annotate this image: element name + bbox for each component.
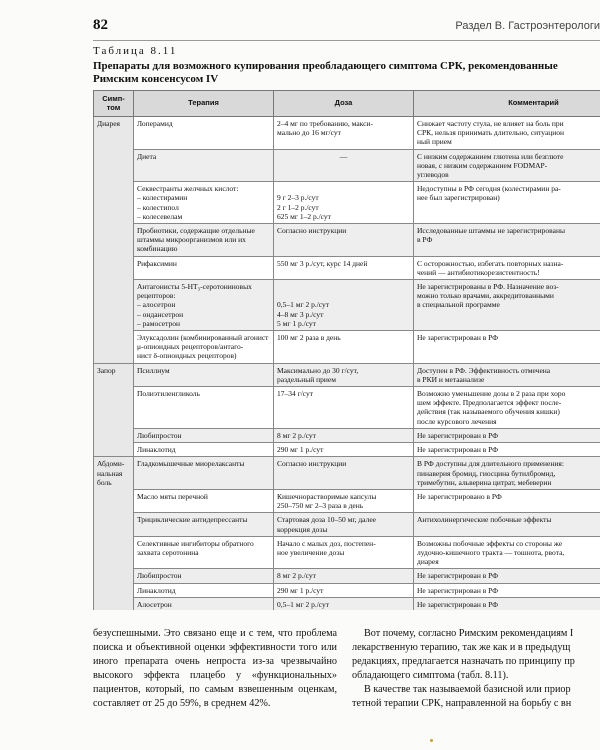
body-line: В качестве так называемой базисной или приор [364,684,571,695]
therapy-cell: Алосетрон [134,597,274,610]
comment-cell: Недоступны в РФ сегодня (колестирамин ра- нее был зарегистрирован) [414,182,600,224]
dose-cell: 17–34 г/сут [274,387,414,429]
therapy-cell: Антагонисты 5-HT₃-серотониновых рецепторов: – алосетрон – ондансетрон – рамосетрон [134,280,274,331]
table-row [94,513,600,536]
dose-cell: Стартовая доза 10–50 мг, далее коррекция дозы [274,513,414,536]
therapy-cell: Гладкомышечные миорелаксанты [134,457,274,490]
table-row [94,489,600,512]
therapy-cell: Диета [134,149,274,182]
comment-cell: Не зарегистрирован в РФ [414,583,600,597]
therapy-cell: Секвестранты желчных кислот: – колестирамин – колестипол – колесевелам [134,182,274,224]
table-body [94,117,600,611]
therapy-cell: Трициклические антидепрессанты [134,513,274,536]
table-row [94,457,600,490]
dose-cell: Максимально до 30 г/сут, раздельный прием [274,363,414,386]
table-row [94,331,600,364]
table-row [94,363,600,386]
comment-cell: Не зарегистрирован в РФ [414,428,600,442]
running-head: Раздел В. Гастроэнтерологи [455,20,600,32]
comment-cell: Не зарегистрирован в РФ [414,597,600,610]
table-row [94,536,600,569]
page-number: 82 [93,17,108,33]
symptom-cell: Абдоми- нальная боль [94,457,134,610]
header-rule [93,40,600,41]
comment-cell: Исследованные штаммы не зарегистрированы в РФ [414,224,600,257]
comment-cell: Не зарегистрирован в РФ [414,331,600,364]
body-line: обладающего симптома (табл. 8.11). [352,670,509,681]
therapy-cell: Масло мяты перечной [134,489,274,512]
header-therapy: Терапия [134,91,274,117]
table-row [94,443,600,457]
dose-cell: Кишечнорастворимые капсулы 250–750 мг 2–3 раза в день [274,489,414,512]
dose-cell: Согласно инструкции [274,224,414,257]
table-row [94,569,600,583]
comment-cell: Не зарегистрированы в РФ. Назначение воз- можно только врачами, аккредитованными в специальной программе [414,280,600,331]
comment-cell: С осторожностью, избегать повторных назна- чений — антибиотикорезистентность! [414,256,600,279]
therapy-cell: Пробиотики, содержащие отдельные штаммы микроорганизмов или их комбинацию [134,224,274,257]
therapy-cell: Селективные ингибиторы обратного захвата серотонина [134,536,274,569]
dose-cell: 550 мг 3 р./сут, курс 14 дней [274,256,414,279]
dose-cell: 8 мг 2 р./сут [274,569,414,583]
comment-cell: Не зарегистрирован в РФ [414,569,600,583]
table-row [94,428,600,442]
therapy-cell: Любипростон [134,569,274,583]
dose-cell: 2–4 мг по требованию, макси- мально до 16 мг/сут [274,117,414,150]
therapy-cell: Линаклотид [134,443,274,457]
header-comment: Комментарий [414,91,600,117]
header-symptom: Симп- том [94,91,134,117]
therapy-cell: Полиэтиленгликоль [134,387,274,429]
dose-cell: 290 мг 1 р./сут [274,583,414,597]
comment-cell: Возможно уменьшение дозы в 2 раза при хоро шем эффекте. Предполагается эффект после- действия (так называемого обучения кишки) после курсового лечения [414,387,600,429]
comment-cell: Снижает частоту стула, не влияет на боль при СРК, нельзя принимать длительно, ситуацион ный прием [414,117,600,150]
comment-cell: Антихолинергические побочные эффекты [414,513,600,536]
table-label: Таблица 8.11 [93,45,178,57]
dose-cell: 0,5–1 мг 2 р./сут [274,597,414,610]
dose-cell: 9 г 2–3 р./сут 2 г 1–2 р./сут 625 мг 1–2 р./сут [274,182,414,224]
body-line: лекарственную терапию, так же как и в предыдущ [352,642,571,653]
therapy-cell: Элуксадолин (комбинированный агонист μ-опиоидных рецепторов/антаго- нист δ-опиоидных рецепторов) [134,331,274,364]
table-row [94,224,600,257]
table-row [94,387,600,429]
comment-cell: Не зарегистрировано в РФ [414,489,600,512]
comment-cell: Доступен в РФ. Эффективность отмечена в РКИ и метаанализе [414,363,600,386]
therapy-cell: Любипростон [134,428,274,442]
body-line: редакциях, предлагается назначать по принципу пр [352,656,575,667]
body-paragraph-left: безуспешными. Это связано еще и с тем, что проблема поиска и объективной оценки эффективности того или иного препарата очень непроста из-за чрезвычайно высокого эффекта плацебо у «функциональных» пациентов, который, по самым взвешенным оценкам, составляет от 25 до 59%, в среднем 42%. [93,628,337,709]
symptom-cell: Запор [94,363,134,457]
comment-cell: Не зарегистрирован в РФ [414,443,600,457]
table-row [94,256,600,279]
body-line: тетной терапии СРК, направленной на борьбу с вн [352,698,572,709]
header-dose: Доза [274,91,414,117]
body-text-left [93,627,337,711]
body-line: Вот почему, согласно Римским рекомендациям I [364,628,574,639]
printer-mark [430,739,433,742]
comment-cell: Возможны побочные эффекты со стороны же лудочно-кишечного тракта — тошнота, рвота, диарея [414,536,600,569]
table-header-row [94,91,600,117]
dose-cell: — [274,149,414,182]
table-row [94,117,600,150]
table-row [94,583,600,597]
therapy-cell: Линаклотид [134,583,274,597]
dose-cell: 290 мг 1 р./сут [274,443,414,457]
dose-cell: 0,5–1 мг 2 р./сут 4–8 мг 3 р./сут 5 мг 1 р./сут [274,280,414,331]
table-row [94,597,600,610]
table-row [94,149,600,182]
dose-cell: 8 мг 2 р./сут [274,428,414,442]
therapy-cell: Псиллиум [134,363,274,386]
therapy-cell: Рифаксимин [134,256,274,279]
drug-table [93,90,600,610]
table-row [94,280,600,331]
dose-cell: 100 мг 2 раза в день [274,331,414,364]
dose-cell: Согласно инструкции [274,457,414,490]
body-text-right [352,627,600,711]
table-row [94,182,600,224]
comment-cell: В РФ доступны для длительного применения: пинаверия бромид, гиосцина бутилбромид, тримебутин, альверина цитрат, мебеверин [414,457,600,490]
therapy-cell: Лоперамид [134,117,274,150]
dose-cell: Начало с малых доз, постепен- ное увеличение дозы [274,536,414,569]
table-container [93,90,600,610]
table-title: Препараты для возможного купирования преобладающего симптома СРК, рекомендованные Римским консенсусом IV [93,60,558,85]
comment-cell: С низким содержанием глютена или безглюте новая, с низким содержанием FODMAP- углеводов [414,149,600,182]
symptom-cell: Диарея [94,117,134,364]
